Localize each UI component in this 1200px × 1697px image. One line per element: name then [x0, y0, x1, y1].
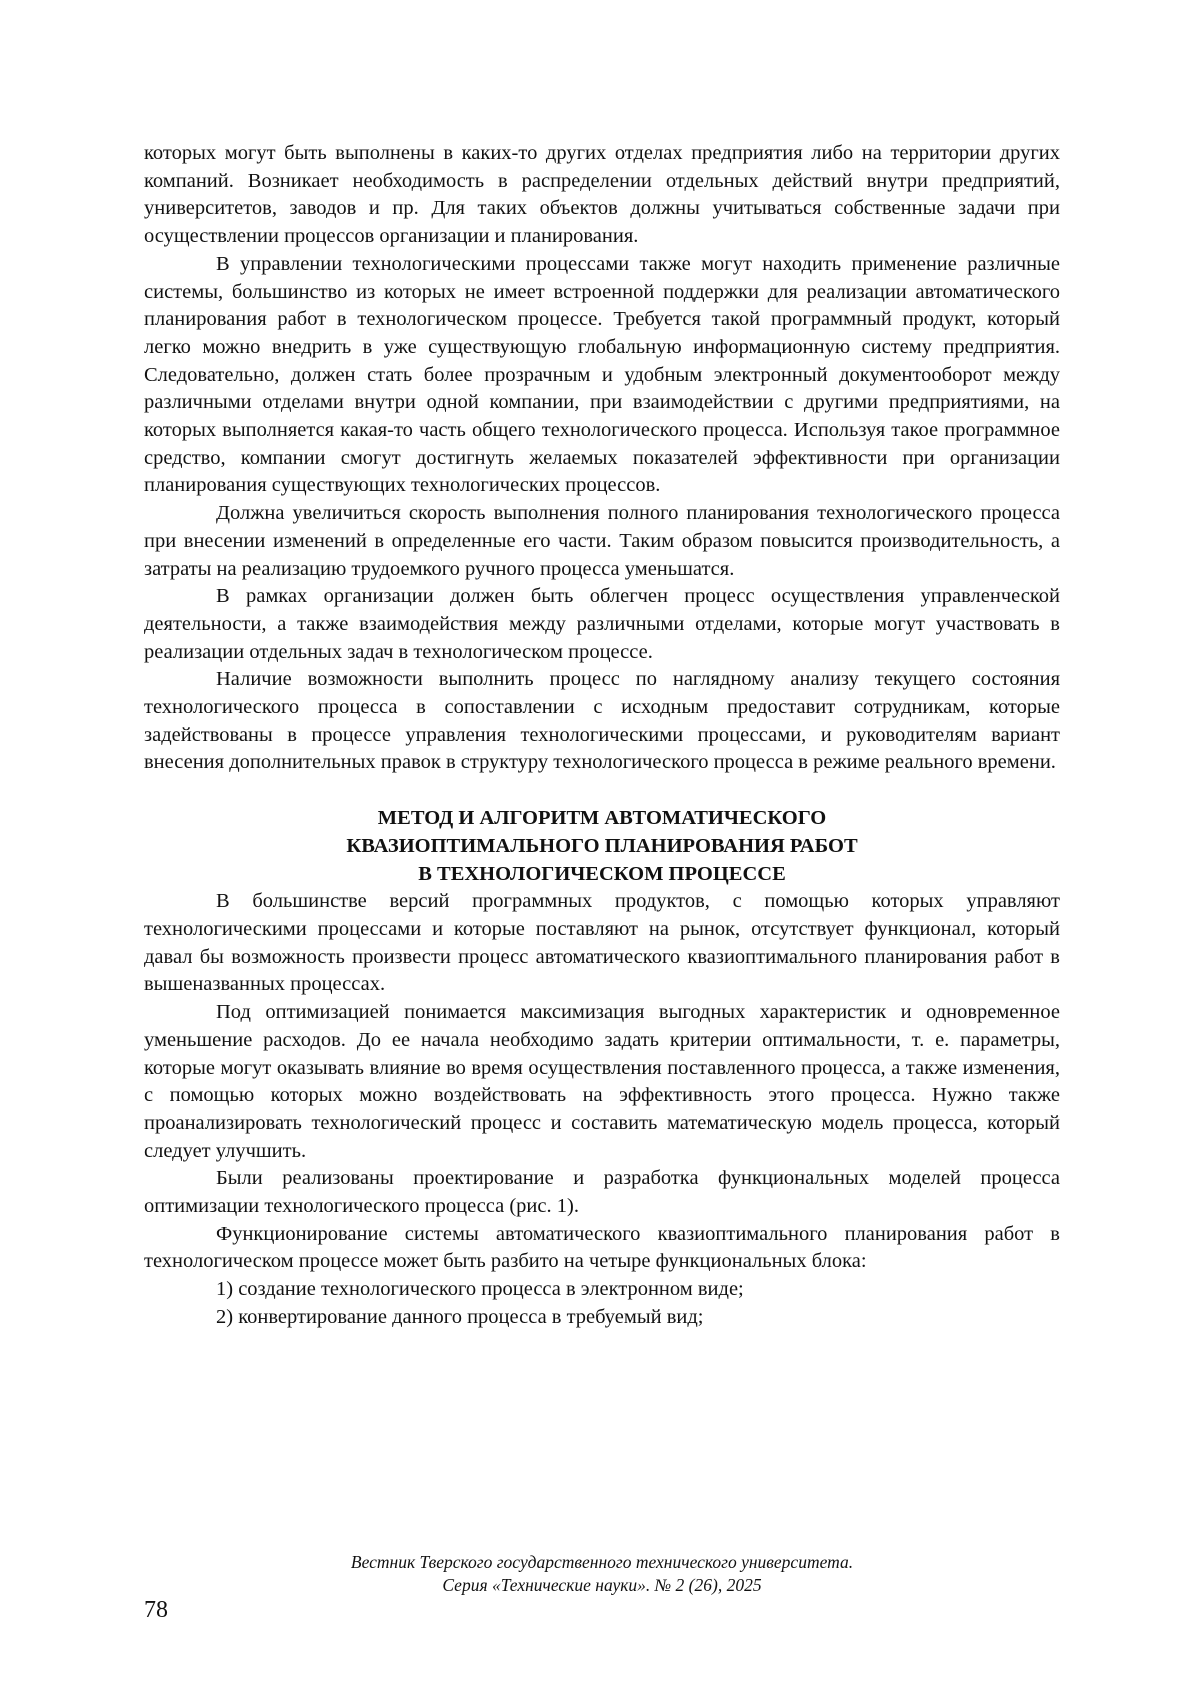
- functional-blocks-list: [144, 1276, 1060, 1331]
- paragraph: В большинстве версий программных продуктов, с помощью которых управляют технологическими процессами и которые поставляют на рынок, отсутствует функционал, который давал бы возможность произвести процесс автоматического квазиоптимального планирования работ в вышеназванных процессах.: [144, 888, 1060, 999]
- list-item: 2) конвертирование данного процесса в требуемый вид;: [144, 1304, 1060, 1332]
- section-heading-line: КВАЗИОПТИМАЛЬНОГО ПЛАНИРОВАНИЯ РАБОТ: [144, 833, 1060, 861]
- section-heading: [144, 805, 1060, 888]
- footer-series: Серия «Технические науки». № 2 (26), 2025: [144, 1574, 1060, 1597]
- paragraph: Должна увеличиться скорость выполнения полного планирования техноло­гического процесса при внесении изменений в определенные его части. Таким образом повысится производительность, а затраты на реализацию трудоемкого ручного процесса уменьшатся.: [144, 500, 1060, 583]
- paragraph: Были реализованы проектирование и разработка функциональных моделей процесса оптимизации технологического процесса (рис. 1).: [144, 1165, 1060, 1220]
- paragraph-continuation: которых могут быть выполнены в каких-то других отделах предприятия либо на территории других компаний. Возникает необходимость в распределении отдельных действий внутри предприятий, университетов, заводов и пр. Для таких объектов должны учитываться собственные задачи при осуществлении процессов организации и планирования.: [144, 140, 1060, 251]
- footer-journal-title: Вестник Тверского государственного технического университета.: [144, 1551, 1060, 1574]
- page-number: 78: [144, 1596, 168, 1624]
- paragraph: В рамках организации должен быть облегчен процесс осуществления управленческой деятельности, а также взаимодействия между различными отделами, которые могут участвовать в реализации отдельных задач в технологическом процессе.: [144, 583, 1060, 666]
- paragraph: Под оптимизацией понимается максимизация выгодных характеристик и одновременное уменьшение расходов. До ее начала необходимо задать критерии оптимальности, т. е. параметры, которые могут оказывать влияние во время осущест­вления поставленного процесса, а также изменения, с помощью которых можно воздействовать на эффективность этого процесса. Нужно также проанализировать технологический процесс и составить математическую модель процесса, который следует улучшить.: [144, 999, 1060, 1165]
- page-body: [144, 140, 1060, 1332]
- paragraph: Наличие возможности выполнить процесс по наглядному анализу текущего состояния технологического процесса в сопоставлении с исходным предоставит сотрудникам, которые задействованы в процессе управления технологическими процессами, и руководителям вариант внесения дополнительных правок в структуру технологического процесса в режиме реального времени.: [144, 666, 1060, 777]
- section-heading-line: В ТЕХНОЛОГИЧЕСКОМ ПРОЦЕССЕ: [144, 861, 1060, 889]
- section-heading-line: МЕТОД И АЛГОРИТМ АВТОМАТИЧЕСКОГО: [144, 805, 1060, 833]
- paragraph: В управлении технологическими процессами также могут находить применение различные системы, большинство из которых не имеет встроенной поддержки для реализации автоматического планирования работ в технологическом процессе. Требуется такой программный продукт, который легко можно внедрить в уже существующую глобальную информационную систему предприятия. Следовательно, должен стать более прозрачным и удобным электронный документооборот между различными отделами внутри одной компании, при взаимодействии с другими предприятиями, на которых выполняется какая-то часть общего технологического процесса. Используя такое программное средство, компании смогут достигнуть желаемых показателей эффективности при организации планирования существующих технологических процессов.: [144, 251, 1060, 500]
- journal-footer: [144, 1551, 1060, 1597]
- list-item: 1) создание технологического процесса в электронном виде;: [144, 1276, 1060, 1304]
- paragraph: Функционирование системы автоматического квазиоптимального планирования работ в технологическом процессе может быть разбито на четыре функциональных блока:: [144, 1221, 1060, 1276]
